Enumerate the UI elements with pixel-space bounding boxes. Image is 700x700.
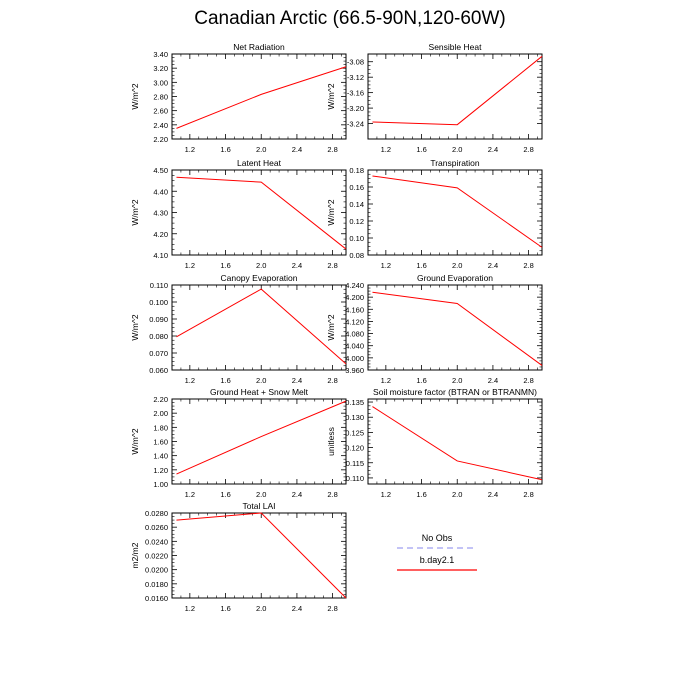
y-tick-label: 1.00	[153, 480, 168, 489]
y-tick-label: 0.130	[345, 413, 364, 423]
legend-label: No Obs	[421, 533, 453, 543]
x-tick-label: 1.6	[416, 376, 427, 385]
x-tick-label: 2.0	[452, 376, 463, 385]
y-tick-label: -3.16	[346, 88, 364, 98]
y-tick-label: 4.50	[153, 166, 168, 175]
y-tick-label: 2.00	[153, 409, 168, 419]
y-tick-label: 1.60	[153, 437, 168, 447]
y-tick-label: 0.070	[149, 349, 168, 358]
series-line	[372, 176, 542, 247]
series-line	[176, 67, 346, 129]
x-tick-label: 2.0	[256, 604, 267, 613]
series-line	[176, 177, 346, 249]
x-tick-label: 1.2	[380, 261, 392, 270]
plot-frame	[172, 170, 346, 255]
x-tick-label: 2.0	[452, 261, 463, 270]
chart-title: Ground Heat + Snow Melt	[209, 387, 309, 397]
y-tick-label: 0.080	[149, 332, 168, 341]
y-tick-label: 0.12	[349, 217, 364, 226]
x-tick-label: 2.8	[327, 145, 338, 154]
series-line	[176, 289, 346, 364]
plot-frame	[172, 513, 346, 598]
y-tick-label: 0.090	[149, 315, 168, 324]
y-tick-label: 0.18	[349, 166, 364, 175]
y-axis-label: W/m^2	[326, 83, 336, 110]
y-tick-label: 3.00	[153, 78, 168, 88]
x-tick-label: 2.0	[256, 145, 267, 154]
y-axis-label: W/m^2	[326, 314, 336, 341]
chart-panel-8	[326, 387, 542, 499]
x-tick-label: 2.4	[487, 376, 499, 385]
x-tick-label: 2.8	[327, 376, 338, 385]
y-axis-label: W/m^2	[130, 199, 140, 226]
chart-title: Canopy Evaporation	[220, 273, 298, 283]
x-tick-label: 1.2	[380, 376, 392, 385]
chart-title: Transpiration	[430, 158, 480, 168]
x-tick-label: 1.6	[416, 261, 427, 270]
x-tick-label: 2.4	[487, 145, 499, 154]
x-tick-label: 1.6	[220, 490, 231, 499]
y-axis-label: W/m^2	[130, 428, 140, 455]
x-tick-label: 2.4	[487, 261, 499, 270]
y-tick-label: -3.12	[346, 73, 364, 83]
chart-panel-3	[130, 158, 346, 270]
y-tick-label: 4.40	[153, 187, 168, 197]
x-tick-label: 2.4	[291, 490, 303, 499]
x-tick-label: 2.8	[327, 490, 338, 499]
x-tick-label: 2.8	[327, 261, 338, 270]
plot-frame	[368, 399, 542, 484]
y-tick-label: 2.60	[153, 106, 168, 116]
y-tick-label: 0.08	[349, 251, 364, 260]
x-tick-label: 2.0	[452, 490, 463, 499]
x-tick-label: 2.8	[327, 604, 338, 613]
x-tick-label: 1.2	[184, 490, 196, 499]
x-tick-label: 1.6	[220, 376, 231, 385]
chart-panel-9	[130, 501, 346, 613]
y-tick-label: 0.060	[149, 366, 168, 375]
y-tick-label: 1.80	[153, 423, 168, 433]
chart-title: Net Radiation	[233, 42, 285, 52]
x-tick-label: 2.4	[291, 604, 303, 613]
y-tick-label: 2.20	[153, 135, 168, 144]
x-tick-label: 2.0	[256, 376, 267, 385]
chart-panel-5	[130, 273, 346, 385]
y-tick-label: 4.160	[345, 305, 364, 315]
x-tick-label: 1.6	[220, 604, 231, 613]
x-tick-label: 2.4	[291, 145, 303, 154]
y-tick-label: 3.40	[153, 50, 168, 59]
y-tick-label: 4.200	[345, 293, 364, 303]
plot-frame	[172, 54, 346, 139]
y-tick-label: 3.960	[345, 366, 364, 375]
chart-panel-2	[326, 42, 542, 154]
chart-title: Total LAI	[242, 501, 276, 511]
y-tick-label: 0.110	[149, 281, 168, 290]
y-tick-label: 4.080	[345, 329, 364, 339]
series-line	[372, 292, 542, 365]
plot-frame	[368, 54, 542, 139]
y-tick-label: 3.20	[153, 64, 168, 74]
y-tick-label: 4.040	[345, 341, 364, 351]
x-tick-label: 1.2	[184, 261, 196, 270]
y-axis-label: m2/m2	[130, 542, 140, 569]
y-tick-label: 1.20	[153, 465, 168, 475]
y-tick-label: 4.120	[345, 317, 364, 327]
y-tick-label: 0.0280	[145, 509, 168, 518]
legend-label: b.day2.1	[419, 555, 455, 565]
chart-panel-7	[130, 387, 346, 499]
page-title: Canadian Arctic (66.5-90N,120-60W)	[194, 8, 506, 29]
y-tick-label: 4.30	[153, 208, 168, 218]
legend	[397, 533, 477, 570]
chart-title: Ground Evaporation	[416, 273, 494, 283]
y-tick-label: 4.240	[345, 281, 364, 290]
series-line	[372, 56, 542, 124]
y-tick-label: -3.24	[346, 119, 364, 129]
y-tick-label: 0.135	[345, 398, 364, 408]
x-tick-label: 2.8	[523, 376, 534, 385]
x-tick-label: 2.4	[487, 490, 499, 499]
y-tick-label: 0.0160	[145, 594, 168, 603]
y-tick-label: 0.125	[345, 428, 364, 438]
chart-panel-4	[326, 158, 542, 270]
y-tick-label: 4.20	[153, 229, 168, 239]
y-tick-label: 2.40	[153, 120, 168, 130]
x-tick-label: 1.2	[380, 145, 392, 154]
x-tick-label: 2.0	[452, 145, 463, 154]
x-tick-label: 2.0	[256, 490, 267, 499]
x-tick-label: 2.4	[291, 376, 303, 385]
x-tick-label: 1.6	[416, 490, 427, 499]
series-line	[372, 407, 542, 480]
y-tick-label: 0.120	[345, 443, 364, 453]
y-axis-label: unitless	[326, 427, 336, 456]
y-tick-label: 4.000	[345, 353, 364, 363]
y-tick-label: 1.40	[153, 451, 168, 461]
chart-title: Sensible Heat	[428, 42, 482, 52]
y-tick-label: 0.14	[349, 200, 364, 209]
y-tick-label: 0.110	[345, 473, 364, 483]
y-tick-label: 0.0180	[145, 579, 168, 589]
x-tick-label: 1.6	[220, 261, 231, 270]
x-tick-label: 1.2	[184, 145, 196, 154]
plot-frame	[368, 285, 542, 370]
y-axis-label: W/m^2	[130, 314, 140, 341]
chart-title: Soil moisture factor (BTRAN or BTRANMN)	[373, 387, 537, 397]
plot-frame	[368, 170, 542, 255]
x-tick-label: 1.2	[380, 490, 392, 499]
y-tick-label: 0.0240	[145, 537, 168, 547]
y-axis-label: W/m^2	[326, 199, 336, 226]
chart-panel-1	[130, 42, 346, 154]
plot-frame	[172, 285, 346, 370]
y-tick-label: 0.10	[349, 234, 364, 243]
y-axis-label: W/m^2	[130, 83, 140, 110]
chart-title: Latent Heat	[237, 158, 281, 168]
y-tick-label: 0.115	[345, 458, 364, 468]
x-tick-label: 1.2	[184, 604, 196, 613]
y-tick-label: 0.0200	[145, 565, 168, 575]
y-tick-label: 0.16	[349, 183, 364, 192]
x-tick-label: 1.2	[184, 376, 196, 385]
y-tick-label: 0.0260	[145, 523, 168, 533]
y-tick-label: 2.80	[153, 92, 168, 102]
x-tick-label: 2.8	[523, 261, 534, 270]
y-tick-label: -3.08	[346, 57, 364, 67]
y-tick-label: 0.100	[149, 298, 168, 307]
series-line	[176, 513, 346, 598]
series-line	[176, 401, 346, 474]
y-tick-label: 4.10	[153, 251, 168, 260]
y-tick-label: -3.20	[346, 104, 364, 114]
chart-panel-6	[326, 273, 542, 385]
y-tick-label: 0.0220	[145, 551, 168, 561]
y-tick-label: 2.20	[153, 395, 168, 404]
x-tick-label: 2.0	[256, 261, 267, 270]
x-tick-label: 2.8	[523, 145, 534, 154]
x-tick-label: 1.6	[220, 145, 231, 154]
x-tick-label: 2.8	[523, 490, 534, 499]
x-tick-label: 1.6	[416, 145, 427, 154]
x-tick-label: 2.4	[291, 261, 303, 270]
